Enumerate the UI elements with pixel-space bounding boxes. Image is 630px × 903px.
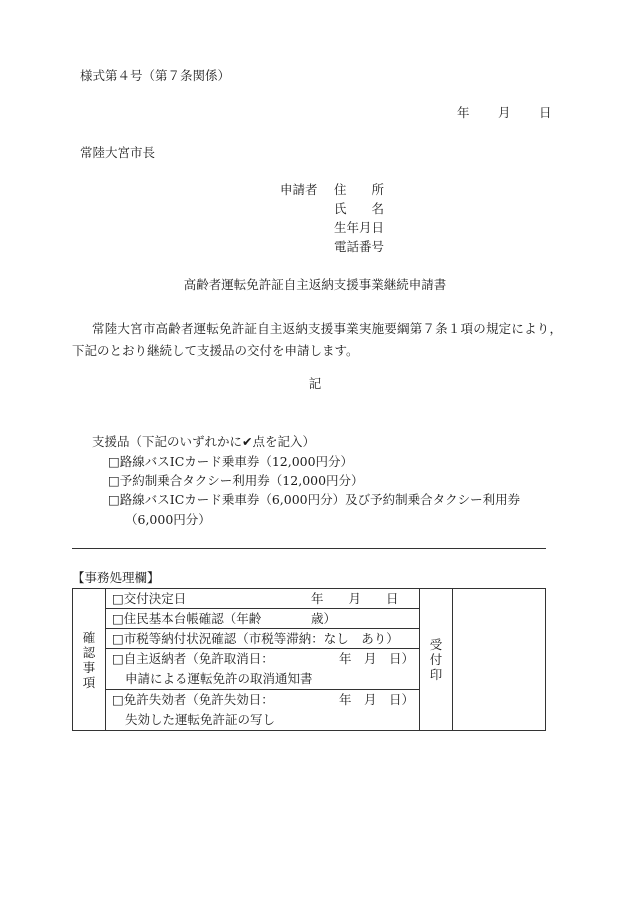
voluntary-label: □自主返納者（免許取消日： (112, 651, 274, 666)
applicant-phone-label: 電話番号 (334, 239, 385, 254)
support-option-taxi[interactable]: □予約制乗合タクシー利用券（12,000円分） (108, 473, 364, 488)
receipt-stamp-area (453, 589, 546, 731)
row-tax[interactable] (106, 629, 420, 649)
ki-heading: 記 (308, 376, 322, 391)
tax-label: □市税等納付状況確認（市税等滞納：なし あり） (112, 631, 399, 646)
row-resident[interactable] (106, 609, 420, 629)
applicant-name-label: 氏 名 (334, 201, 385, 216)
addressee: 常陸大宮市長 (80, 145, 156, 160)
applicant-birthdate-label: 生年月日 (334, 220, 385, 235)
applicant-address-label: 住 所 (334, 182, 385, 197)
support-option-combo[interactable]: □路線バスICカード乗車券（6,000円分）及び予約制乗合タクシー利用券 (108, 492, 521, 507)
decision-label: □交付決定日 (112, 591, 187, 606)
resident-age: 歳） (311, 611, 337, 626)
row-decision[interactable] (106, 589, 420, 609)
form-number: 様式第４号（第７条関係） (80, 68, 231, 83)
document-title: 高齢者運転免許証自主返納支援事業継続申請書 (183, 277, 447, 292)
resident-label: □住民基本台帳確認（年齢 (112, 611, 262, 626)
decision-date: 年 月 日 (311, 591, 399, 606)
confirm-label: 確認事項 (82, 629, 96, 690)
confirm-label-cell (73, 589, 106, 731)
receipt-label: 受付印 (429, 637, 443, 682)
expired-label: □免許失効者（免許失効日： (112, 692, 274, 707)
date-year: 年 (457, 105, 470, 120)
expired-date: 年 月 日） (339, 692, 415, 707)
row-voluntary[interactable] (106, 649, 420, 690)
divider (72, 548, 546, 549)
voluntary-doc: 申請による運転免許の取消通知書 (125, 671, 313, 686)
date-month: 月 (498, 105, 511, 120)
applicant-label: 申請者 (280, 182, 318, 197)
date-day: 日 (539, 105, 552, 120)
support-heading: 支援品（下記のいずれかに✔点を記入） (92, 434, 315, 449)
row-expired[interactable] (106, 690, 420, 731)
office-label: 【事務処理欄】 (72, 570, 160, 585)
expired-doc: 失効した運転免許証の写し (125, 712, 276, 727)
office-table (72, 588, 546, 731)
support-option-combo-cont: （6,000円分） (125, 512, 211, 527)
body-paragraph: 常陸大宮市高齢者運転免許証自主返納支援事業実施要綱第７条１項の規定により，下記のとおり継続して支援品の交付を申請します。 (72, 321, 562, 358)
receipt-label-cell (420, 589, 453, 731)
support-option-bus[interactable]: □路線バスICカード乗車券（12,000円分） (108, 454, 354, 469)
voluntary-date: 年 月 日） (339, 651, 415, 666)
